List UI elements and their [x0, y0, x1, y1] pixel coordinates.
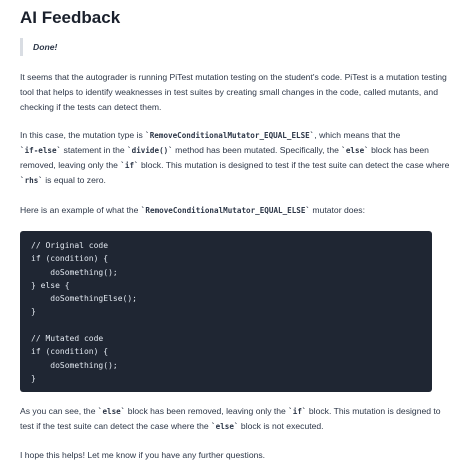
code-block[interactable] — [20, 231, 432, 392]
code-content: // Original code if (condition) { doSomething(); } else { doSomethingElse(); } // Mutated code if (condition) { doSomething(); } — [31, 241, 137, 383]
text: block. This mutation is designed to test if the test suite can detect the case where the — [20, 406, 441, 431]
text: Here is an example of what the — [20, 205, 141, 215]
inline-code: `else` — [97, 407, 126, 416]
text: In this case, the mutation type is — [20, 130, 146, 140]
inline-code: `if-else` — [20, 146, 62, 155]
inline-code: `else` — [211, 422, 239, 431]
inline-code: `if` — [288, 407, 307, 416]
inline-code: `RemoveConditionalMutator_EQUAL_ELSE` — [145, 131, 315, 140]
paragraph-explanation — [20, 404, 452, 434]
inline-code: `RemoveConditionalMutator_EQUAL_ELSE` — [140, 206, 311, 215]
text: statement in the — [61, 145, 128, 155]
text: , which means that the — [314, 130, 401, 140]
paragraph-closing: I hope this helps! Let me know if you have any further questions. — [20, 450, 266, 460]
inline-code: `if` — [120, 161, 139, 170]
text: block. This mutation is designed to test if the test suite can detect the case where — [138, 160, 450, 170]
text: block has been removed, leaving only the — [20, 145, 429, 170]
inline-code: `else` — [341, 146, 369, 155]
paragraph-example-intro — [20, 203, 452, 218]
inline-code: `divide()` — [127, 146, 173, 155]
paragraph-intro: It seems that the autograder is running PiTest mutation testing on the student's code. PiTest is a mutation testing tool that helps to identify weaknesses in test suites by creating small changes in the code, called mutants, and checking if the tests can detect them. — [20, 72, 447, 112]
text: As you can see, the — [20, 406, 98, 416]
inline-code: `rhs` — [20, 176, 43, 185]
text: block has been removed, leaving only the — [125, 406, 289, 416]
status-quote-bar — [20, 38, 25, 56]
page-title: AI Feedback — [20, 8, 121, 27]
paragraph-mutation-type — [20, 128, 452, 188]
text: is equal to zero. — [42, 175, 106, 185]
text: mutator does: — [310, 205, 365, 215]
text: block is not executed. — [238, 421, 324, 431]
status-text: Done! — [33, 42, 58, 52]
text: method has been mutated. Specifically, the — [172, 145, 342, 155]
